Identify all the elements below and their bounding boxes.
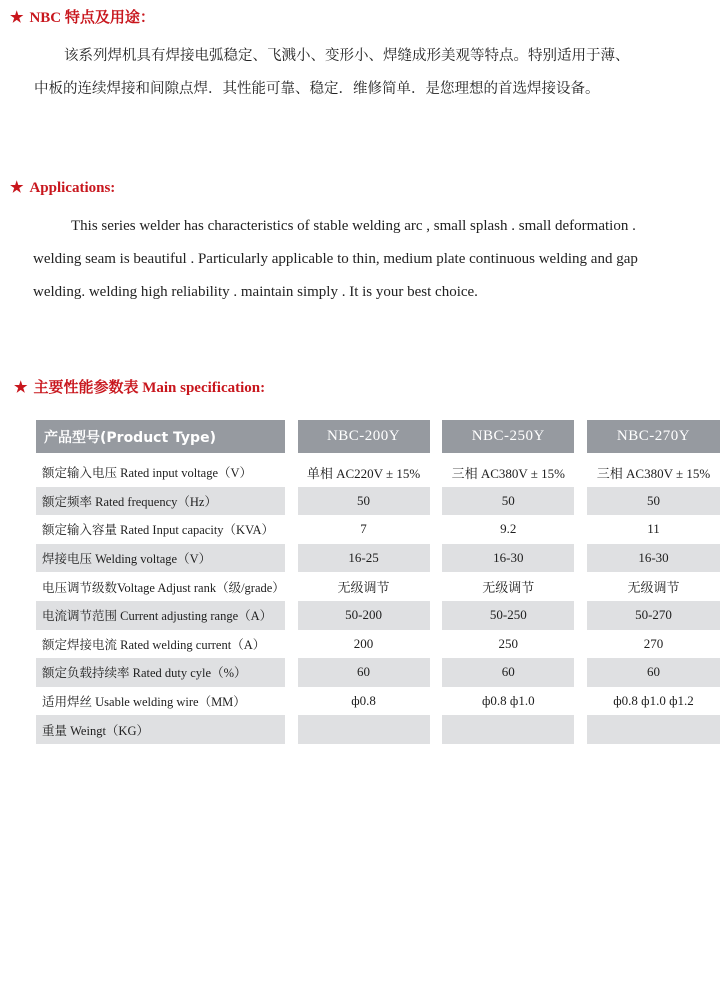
row-label: 电流调节范围 Current adjusting range（A） bbox=[36, 601, 285, 630]
row-value: ф0.8 ф1.0 bbox=[481, 693, 535, 709]
cn-features-heading bbox=[10, 6, 155, 27]
cn-features-text: 该系列焊机具有焊接电弧稳定、飞溅小、变形小、焊缝成形美观等特点。特别适用于薄、中板的连续焊接和间隙点焊．其性能可靠、稳定．维修简单．是您理想的首选焊接设备。 bbox=[34, 48, 630, 97]
row-value: 16-30 bbox=[442, 544, 574, 573]
row-value: ф0.8 ф1.0 ф1.2 bbox=[613, 693, 694, 709]
row-value: 无级调节 bbox=[482, 580, 535, 596]
row-value: 60 bbox=[298, 658, 430, 687]
spec-heading bbox=[14, 376, 265, 397]
row-value: 9.2 bbox=[500, 521, 517, 537]
spec-title: 主要性能参数表 Main specification: bbox=[33, 380, 266, 396]
row-label: 电压调节级数Voltage Adjust rank（级/grade） bbox=[42, 580, 285, 595]
table-row bbox=[36, 715, 720, 744]
star-icon: ★ bbox=[14, 380, 28, 396]
table-row bbox=[36, 572, 720, 601]
row-value: 三相 AC380V ± 15% bbox=[596, 465, 711, 481]
row-value: 16-25 bbox=[298, 544, 430, 573]
row-value: 50-250 bbox=[442, 601, 574, 630]
row-value bbox=[298, 715, 430, 744]
row-value: 250 bbox=[498, 635, 519, 651]
row-value bbox=[442, 715, 574, 744]
table-header-row bbox=[36, 420, 720, 458]
row-value: 50 bbox=[442, 487, 574, 516]
applications-title: Applications: bbox=[29, 180, 116, 196]
row-value: 16-30 bbox=[587, 544, 720, 573]
star-icon: ★ bbox=[10, 180, 24, 196]
table-row bbox=[36, 687, 720, 716]
applications-text: This series welder has characteristics of stable welding arc , small splash . small deformation . welding seam is beautiful . Particularly applicable to thin, medium plate continuous welding and gap welding. welding high reliability . maintain simply . It is your best choice. bbox=[33, 218, 638, 300]
row-value: 无级调节 bbox=[337, 580, 390, 596]
table-row bbox=[36, 515, 720, 544]
row-value: 单相 AC220V ± 15% bbox=[306, 465, 421, 481]
table-row bbox=[36, 544, 720, 573]
row-label: 重量 Weingt（KG） bbox=[36, 715, 285, 744]
row-value: 11 bbox=[647, 521, 660, 537]
row-value: 50-200 bbox=[298, 601, 430, 630]
star-icon: ★ bbox=[10, 10, 24, 26]
header-model-250y: NBC-250Y bbox=[442, 420, 574, 458]
row-label: 额定输入电压 Rated input voltage（V） bbox=[42, 466, 253, 481]
row-label: 额定负载持续率 Rated duty cyle（%） bbox=[36, 658, 285, 687]
table-row bbox=[36, 487, 720, 516]
table-row bbox=[36, 630, 720, 659]
row-label: 适用焊丝 Usable welding wire（MM） bbox=[42, 695, 246, 710]
row-value: 50 bbox=[587, 487, 720, 516]
row-value: 270 bbox=[643, 635, 664, 651]
row-label: 焊接电压 Welding voltage（V） bbox=[36, 544, 285, 573]
header-model-200y: NBC-200Y bbox=[298, 420, 430, 458]
row-label: 额定输入容量 Rated Input capacity（KVA） bbox=[42, 523, 275, 538]
row-label: 额定频率 Rated frequency（Hz） bbox=[36, 487, 285, 516]
row-value: 无级调节 bbox=[627, 580, 680, 596]
table-row bbox=[36, 658, 720, 687]
header-product-type: 产品型号(Product Type) bbox=[36, 420, 285, 458]
row-value: 50-270 bbox=[587, 601, 720, 630]
table-row bbox=[36, 458, 720, 487]
row-value: 7 bbox=[360, 521, 367, 537]
spec-table bbox=[36, 420, 720, 744]
cn-features-title: NBC 特点及用途： bbox=[29, 10, 155, 26]
row-label: 额定焊接电流 Rated welding current（A） bbox=[42, 637, 266, 652]
header-model-270y: NBC-270Y bbox=[587, 420, 720, 458]
row-value: 50 bbox=[298, 487, 430, 516]
row-value: 60 bbox=[587, 658, 720, 687]
row-value: 60 bbox=[442, 658, 574, 687]
row-value: 三相 AC380V ± 15% bbox=[451, 465, 565, 481]
applications-heading bbox=[10, 178, 115, 197]
row-value: 200 bbox=[353, 635, 374, 651]
table-row bbox=[36, 601, 720, 630]
row-value bbox=[587, 715, 720, 744]
row-value: ф0.8 bbox=[351, 693, 376, 709]
